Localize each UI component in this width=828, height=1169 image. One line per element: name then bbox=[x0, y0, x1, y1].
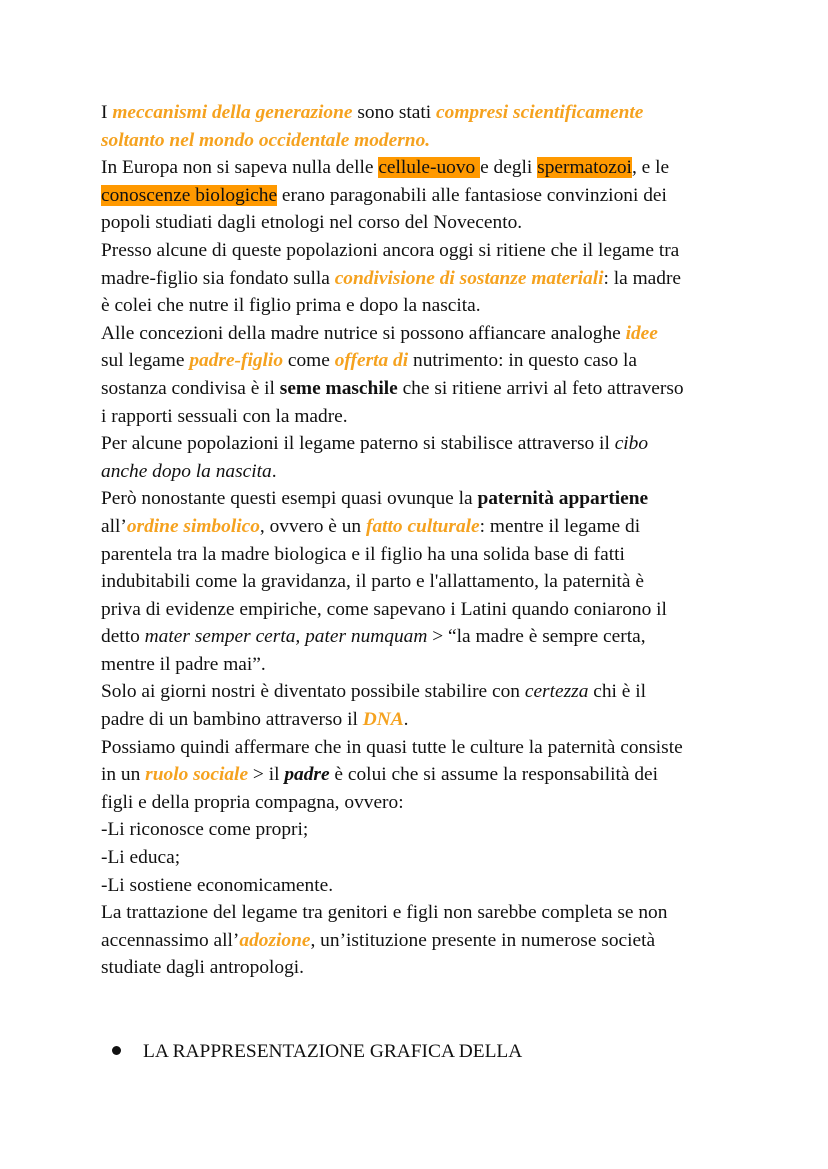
text-segment: . bbox=[271, 460, 277, 482]
bullet-list-item bbox=[112, 1038, 522, 1066]
text-segment: accennassimo all’ bbox=[101, 929, 240, 951]
text-line bbox=[101, 375, 684, 403]
emphasized-term: offerta di bbox=[334, 350, 409, 372]
text-segment: > “la madre è sempre certa, bbox=[427, 626, 646, 648]
text-segment: detto bbox=[101, 626, 145, 648]
text-segment: . bbox=[403, 709, 409, 731]
text-segment: sul legame bbox=[101, 350, 190, 372]
emphasized-term: DNA bbox=[362, 709, 404, 731]
text-line bbox=[101, 734, 684, 762]
text-segment: Per alcune popolazioni il legame paterno si stabilisce attraverso il bbox=[101, 433, 615, 455]
emphasized-term: meccanismi della generazione bbox=[112, 102, 353, 123]
text-line bbox=[101, 816, 684, 844]
text-segment: in un bbox=[101, 764, 146, 786]
bullet-icon bbox=[112, 1046, 121, 1055]
highlighted-text: spermatozoi bbox=[537, 157, 632, 179]
text-segment: priva di evidenze empiriche, come sapevano i Latini quando coniarono il bbox=[101, 598, 667, 620]
text-line bbox=[101, 127, 684, 155]
text-segment: seme maschile bbox=[279, 377, 398, 399]
text-segment: nutrimento: in questo caso la bbox=[408, 350, 638, 372]
text-line bbox=[101, 927, 684, 955]
text-line bbox=[101, 678, 684, 706]
text-segment: Presso alcune di queste popolazioni ancora oggi si ritiene che il legame tra bbox=[101, 239, 680, 261]
text-segment: I bbox=[101, 102, 113, 123]
text-segment: sostanza condivisa è il bbox=[101, 377, 280, 399]
emphasized-term: adozione bbox=[239, 929, 311, 951]
text-line bbox=[101, 237, 684, 265]
text-line bbox=[101, 541, 684, 569]
text-line bbox=[101, 265, 684, 293]
emphasized-term: padre-figlio bbox=[189, 350, 284, 372]
text-line bbox=[101, 182, 684, 210]
text-segment: Possiamo quindi affermare che in quasi tutte le culture la paternità consiste bbox=[101, 736, 683, 758]
text-segment: madre-figlio sia fondato sulla bbox=[101, 267, 335, 289]
text-segment: chi è il bbox=[588, 681, 647, 703]
highlighted-text: conoscenze biologiche bbox=[101, 184, 278, 206]
text-line bbox=[101, 485, 684, 513]
text-line bbox=[101, 596, 684, 624]
text-line bbox=[101, 99, 684, 127]
text-line bbox=[101, 844, 684, 872]
text-segment: è colui che si assume la responsabilità dei bbox=[329, 764, 659, 786]
text-segment: all’ bbox=[101, 515, 127, 537]
text-segment: i rapporti sessuali con la madre. bbox=[101, 405, 348, 427]
text-segment: , un’istituzione presente in numerose società bbox=[310, 929, 656, 951]
text-segment: , ovvero è un bbox=[259, 515, 366, 537]
text-segment: anche dopo la nascita bbox=[101, 460, 272, 482]
text-segment: cibo bbox=[614, 433, 649, 455]
text-segment: è colei che nutre il figlio prima e dopo la nascita. bbox=[101, 295, 481, 317]
text-line bbox=[101, 651, 684, 679]
text-segment: figli e della propria compagna, ovvero: bbox=[101, 791, 404, 813]
text-line bbox=[101, 872, 684, 900]
emphasized-term: compresi scientificamente bbox=[436, 102, 644, 123]
text-line bbox=[101, 430, 684, 458]
text-segment: mentre il padre mai”. bbox=[101, 653, 266, 675]
text-segment: -Li riconosce come propri; bbox=[101, 819, 309, 841]
text-segment: padre bbox=[284, 764, 330, 786]
text-line bbox=[101, 292, 684, 320]
text-segment: paternità appartiene bbox=[477, 488, 649, 510]
text-segment: erano paragonabili alle fantasiose convinzioni dei bbox=[277, 184, 667, 206]
text-line bbox=[101, 403, 684, 431]
text-segment: , e le bbox=[631, 157, 670, 179]
text-segment: padre di un bambino attraverso il bbox=[101, 709, 363, 731]
highlighted-text: cellule-uovo bbox=[378, 157, 481, 179]
text-line bbox=[101, 154, 684, 182]
text-segment: sono stati bbox=[352, 102, 437, 123]
text-segment: Solo ai giorni nostri è diventato possibile stabilire con bbox=[101, 681, 525, 703]
text-segment: -Li sostiene economicamente. bbox=[101, 874, 334, 896]
emphasized-term: condivisione di sostanze materiali bbox=[334, 267, 604, 289]
text-segment: che si ritiene arrivi al feto attraverso bbox=[397, 377, 684, 399]
text-segment: mater semper certa, pater numquam bbox=[144, 626, 428, 648]
text-line bbox=[101, 706, 684, 734]
text-line bbox=[101, 209, 684, 237]
text-segment: parentela tra la madre biologica e il figlio ha una solida base di fatti bbox=[101, 543, 625, 565]
emphasized-term: ordine simbolico bbox=[126, 515, 260, 537]
text-segment: indubitabili come la gravidanza, il parto e l'allattamento, la paternità è bbox=[101, 571, 644, 593]
text-segment: studiate dagli antropologi. bbox=[101, 957, 305, 979]
text-line bbox=[101, 761, 684, 789]
text-segment: Però nonostante questi esempi quasi ovunque la bbox=[101, 488, 478, 510]
text-line bbox=[101, 954, 684, 982]
text-segment: come bbox=[283, 350, 335, 372]
text-segment: Alle concezioni della madre nutrice si possono affiancare analoghe bbox=[101, 322, 626, 344]
text-segment: popoli studiati dagli etnologi nel corso del Novecento. bbox=[101, 212, 523, 234]
text-line bbox=[101, 320, 684, 348]
emphasized-term: idee bbox=[625, 322, 658, 344]
emphasized-term: fatto culturale bbox=[365, 515, 480, 537]
emphasized-term: ruolo sociale bbox=[145, 764, 249, 786]
text-segment: e degli bbox=[480, 157, 538, 179]
text-segment: > il bbox=[248, 764, 285, 786]
text-segment: In Europa non si sapeva nulla delle bbox=[101, 157, 379, 179]
text-line bbox=[101, 513, 684, 541]
emphasized-term: soltanto nel mondo occidentale moderno. bbox=[101, 129, 431, 151]
text-segment: -Li educa; bbox=[101, 847, 181, 869]
text-line bbox=[101, 347, 684, 375]
text-line bbox=[101, 899, 684, 927]
section-heading: LA RAPPRESENTAZIONE GRAFICA DELLA bbox=[143, 1041, 523, 1062]
text-segment: : mentre il legame di bbox=[479, 515, 641, 537]
text-segment: La trattazione del legame tra genitori e figli non sarebbe completa se non bbox=[101, 902, 668, 924]
text-line bbox=[101, 789, 684, 817]
text-line bbox=[101, 458, 684, 486]
text-segment: : la madre bbox=[603, 267, 682, 289]
text-segment: certezza bbox=[524, 681, 589, 703]
document-body bbox=[101, 99, 684, 982]
text-line bbox=[101, 623, 684, 651]
text-line bbox=[101, 568, 684, 596]
